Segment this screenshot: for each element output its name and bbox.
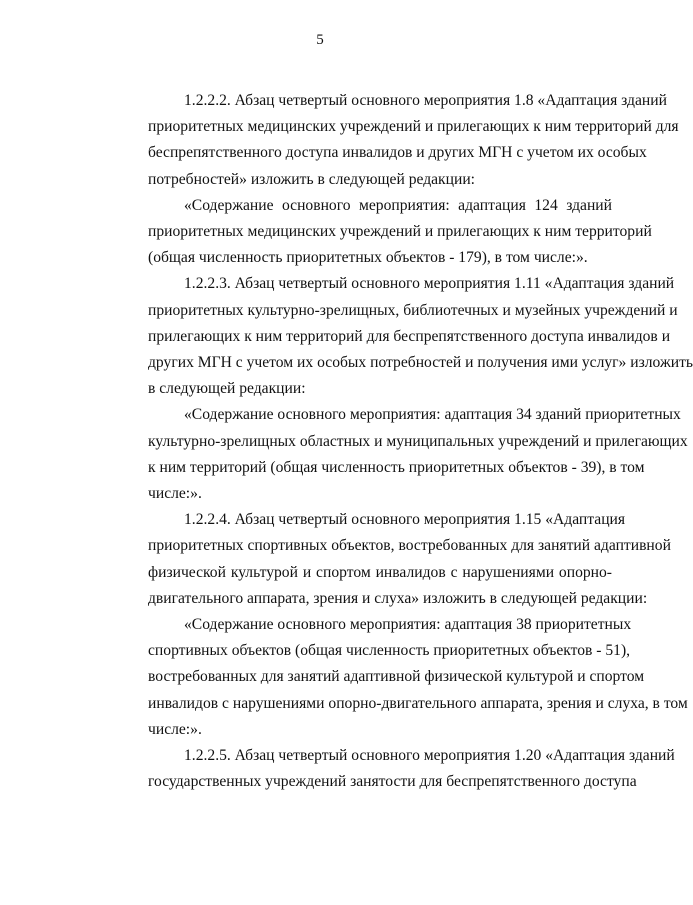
text-line: прилегающих к ним территорий для беспрепятственного доступа инвалидов и bbox=[148, 327, 671, 345]
quote-paragraph-1 bbox=[112, 193, 652, 272]
text-line: «Содержание основного мероприятия: адаптация 34 зданий приоритетных bbox=[184, 406, 681, 424]
text-line: культурно-зрелищных областных и муниципальных учреждений и прилегающих bbox=[148, 432, 688, 450]
paragraph-1-2-2-4 bbox=[112, 507, 671, 612]
text-line: физической культурой и спортом инвалидов с нарушениями опорно- bbox=[148, 563, 612, 581]
text-line: в следующей редакции: bbox=[148, 380, 306, 398]
text-line: приоритетных медицинских учреждений и прилегающих к ним территорий bbox=[148, 223, 652, 241]
text-line: востребованных для занятий адаптивной физической культурой и спортом bbox=[148, 668, 645, 686]
text-line: к ним территорий (общая численность приоритетных объектов - 39), в том bbox=[148, 458, 645, 476]
page-number: 5 bbox=[316, 32, 324, 48]
text-line: беспрепятственного доступа инвалидов и других МГН с учетом их особых bbox=[148, 144, 647, 162]
text-line: 1.2.2.2. Абзац четвертый основного мероприятия 1.8 «Адаптация зданий bbox=[184, 92, 667, 109]
text-line: числе:». bbox=[148, 485, 202, 503]
paragraph-1-2-2-5 bbox=[112, 743, 675, 795]
text-line: приоритетных медицинских учреждений и прилегающих к ним территорий для bbox=[148, 118, 679, 136]
quote-paragraph-2 bbox=[112, 402, 688, 507]
text-line: 1.2.2.3. Абзац четвертый основного мероприятия 1.11 «Адаптация зданий bbox=[184, 275, 675, 293]
paragraph-1-2-2-3 bbox=[112, 271, 693, 402]
text-line: инвалидов с нарушениями опорно-двигательного аппарата, зрения и слуха, в том bbox=[148, 694, 688, 712]
text-line: государственных учреждений занятости для беспрепятственного доступа bbox=[148, 773, 637, 791]
quote-paragraph-3 bbox=[112, 612, 688, 743]
text-line: 1.2.2.4. Абзац четвертый основного мероприятия 1.15 «Адаптация bbox=[184, 511, 626, 529]
text-line: двигательного аппарата, зрения и слуха» изложить в следующей редакции: bbox=[148, 589, 648, 607]
document-body bbox=[112, 88, 693, 795]
text-line: 1.2.2.5. Абзац четвертый основного мероприятия 1.20 «Адаптация зданий bbox=[184, 747, 675, 765]
text-line: других МГН с учетом их особых потребностей и получения ими услуг» изложить bbox=[148, 354, 693, 372]
text-line: «Содержание основного мероприятия: адаптация 38 приоритетных bbox=[184, 616, 632, 634]
text-line: спортивных объектов (общая численность приоритетных объектов - 51), bbox=[148, 642, 631, 660]
text-line: потребностей» изложить в следующей редакции: bbox=[148, 170, 476, 188]
text-line: «Содержание основного мероприятия: адаптация 124 зданий bbox=[184, 196, 612, 214]
text-line: приоритетных спортивных объектов, востребованных для занятий адаптивной bbox=[148, 537, 671, 555]
text-line: числе:». bbox=[148, 720, 202, 738]
text-line: (общая численность приоритетных объектов - 179), в том числе:». bbox=[148, 249, 588, 267]
paragraph-1-2-2-2 bbox=[112, 88, 679, 193]
text-line: приоритетных культурно-зрелищных, библиотечных и музейных учреждений и bbox=[148, 301, 678, 319]
